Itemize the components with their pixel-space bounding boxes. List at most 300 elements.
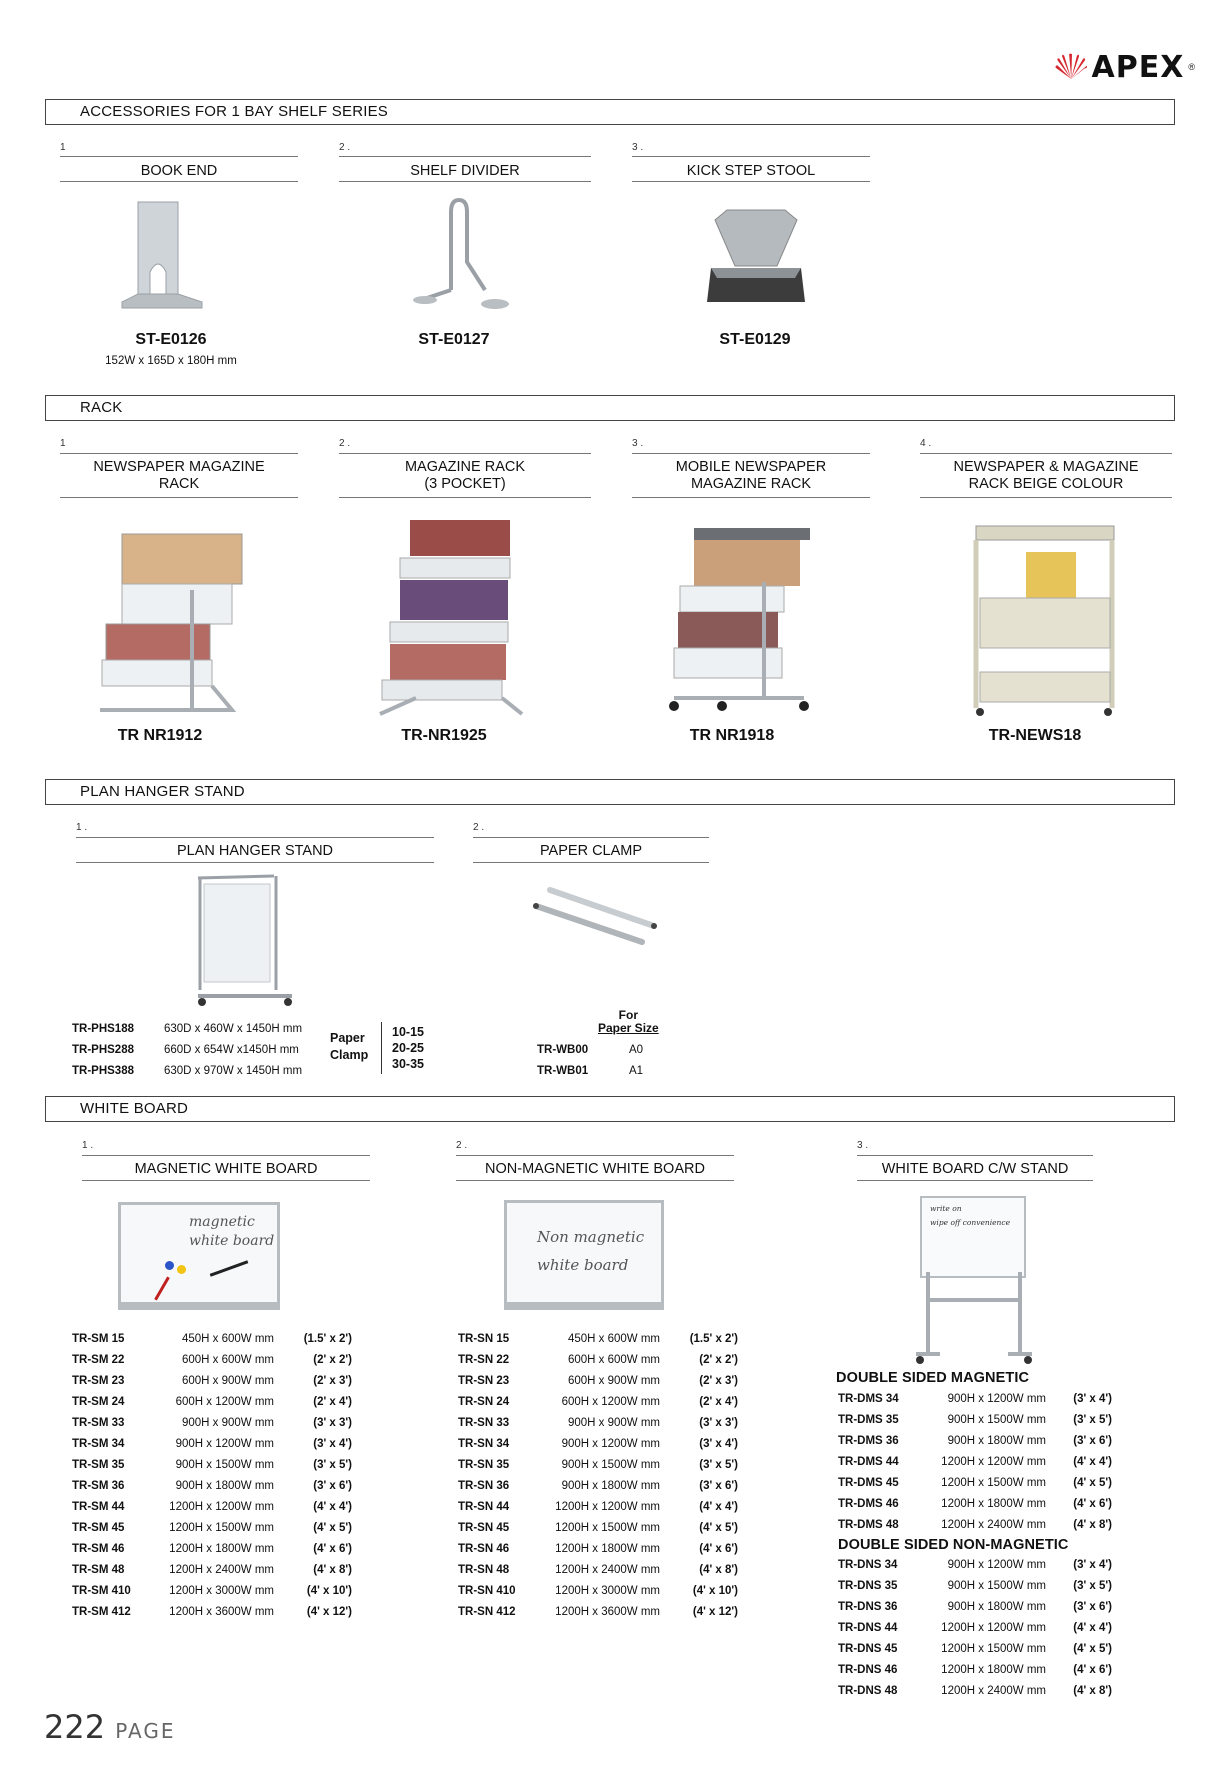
spec-code: TR-SM 22 (72, 1354, 125, 1366)
spec-code: TR-WB01 (537, 1065, 589, 1077)
title-line: MOBILE NEWSPAPER (675, 459, 827, 475)
item-number: 2 . (339, 142, 351, 153)
rule (632, 453, 870, 454)
table-row (838, 1516, 1112, 1535)
rule (60, 453, 298, 454)
brand-logo (1055, 45, 1195, 89)
product-code: TR-NEWS18 (988, 727, 1082, 744)
spec-dims: 1200H x 3000W mm (169, 1585, 274, 1597)
table-row (838, 1390, 1112, 1409)
spec-feet: (4' x 5') (699, 1522, 738, 1534)
spec-dims: 1200H x 1200W mm (941, 1456, 1046, 1468)
spec-feet: (4' x 6') (1073, 1498, 1112, 1510)
double-non-magnetic-heading: DOUBLE SIDED NON-MAGNETIC (838, 1537, 1069, 1553)
spec-feet: (3' x 5') (1073, 1414, 1112, 1426)
spec-feet: (3' x 5') (313, 1459, 352, 1471)
double-magnetic-spec-table (836, 1388, 1114, 1537)
double-non-magnetic-spec-body (838, 1556, 1112, 1701)
kick-step-stool-image (705, 206, 807, 318)
spec-dims: 600H x 600W mm (181, 1354, 274, 1366)
spec-feet: (4' x 12') (306, 1606, 352, 1618)
spec-size: A0 (629, 1044, 644, 1056)
spec-code: TR-SM 412 (72, 1606, 131, 1618)
table-row (72, 1582, 352, 1601)
spec-feet: (4' x 6') (313, 1543, 352, 1555)
spec-feet: (4' x 4') (313, 1501, 352, 1513)
spec-dims: 450H x 600W mm (181, 1333, 274, 1345)
spec-code: TR-SM 45 (72, 1522, 125, 1534)
spec-feet: (4' x 6') (699, 1543, 738, 1555)
page-number (44, 1708, 176, 1746)
magnet-icon (177, 1265, 186, 1274)
item-number: 1 (60, 438, 66, 449)
rule (632, 156, 870, 157)
table-row (72, 1041, 302, 1060)
spec-dims: 1200H x 3600W mm (555, 1606, 660, 1618)
table-row (838, 1598, 1112, 1617)
spec-code: TR-SM 48 (72, 1564, 125, 1576)
mobile-newspaper-rack-image (664, 522, 824, 714)
spec-dims: 600H x 600W mm (567, 1354, 660, 1366)
rule (339, 156, 591, 157)
spec-feet: (4' x 8') (1073, 1519, 1112, 1531)
spec-feet: (3' x 6') (313, 1480, 352, 1492)
spec-feet: (1.5' x 2') (303, 1333, 352, 1345)
spec-dims: 1200H x 3000W mm (555, 1585, 660, 1597)
spec-feet: (4' x 8') (313, 1564, 352, 1576)
paper-clamp-spec-table (535, 1039, 645, 1083)
title-line: MAGAZINE RACK (690, 476, 812, 492)
product-title-beige-rack (920, 459, 1172, 493)
item-number: 1 . (76, 822, 88, 833)
spec-dims: 900H x 1500W mm (561, 1459, 660, 1471)
table-row (838, 1495, 1112, 1514)
spec-code: TR-SN 45 (458, 1522, 510, 1534)
table-row (458, 1456, 738, 1475)
board-text-line: wipe off convenience (930, 1218, 1011, 1227)
rule (60, 181, 298, 182)
product-title-mobile-newspaper-rack (632, 459, 870, 493)
board-tray (121, 1302, 277, 1307)
spec-dims: 900H x 1200W mm (947, 1559, 1046, 1571)
table-row (72, 1540, 352, 1559)
rule (339, 181, 591, 182)
spec-dims: 600H x 1200W mm (561, 1396, 660, 1408)
spec-dims: 900H x 900W mm (181, 1417, 274, 1429)
non-magnetic-spec-table (456, 1328, 740, 1624)
spec-dims: 450H x 600W mm (567, 1333, 660, 1345)
spec-code: TR-SM 23 (72, 1375, 125, 1387)
spec-feet: (4' x 4') (699, 1501, 738, 1513)
title-line: NEWSPAPER & MAGAZINE (953, 459, 1139, 475)
spec-dims: 630D x 460W x 1450H mm (164, 1023, 303, 1035)
rule (632, 181, 870, 182)
item-number: 2 . (456, 1140, 468, 1151)
rule (82, 1155, 370, 1156)
table-row (458, 1561, 738, 1580)
beige-rack-image (966, 522, 1122, 718)
spec-code: TR-SN 22 (458, 1354, 510, 1366)
spec-dims: 1200H x 2400W mm (941, 1519, 1046, 1531)
spec-feet: (3' x 6') (699, 1480, 738, 1492)
non-magnetic-spec-body (458, 1330, 738, 1622)
table-row (72, 1519, 352, 1538)
rule (473, 837, 709, 838)
title-line: RACK BEIGE COLOUR (968, 476, 1124, 492)
spec-feet: (3' x 5') (699, 1459, 738, 1471)
spec-feet: (2' x 4') (313, 1396, 352, 1408)
product-title-magazine-rack (339, 459, 591, 493)
marker-icon (210, 1260, 249, 1277)
spec-feet: (4' x 4') (1073, 1456, 1112, 1468)
table-row (72, 1393, 352, 1412)
spec-dims: 600H x 1200W mm (175, 1396, 274, 1408)
rule (920, 497, 1172, 498)
paper-clamp-image (532, 886, 658, 962)
label-line: Paper (330, 1031, 365, 1045)
non-magnetic-board-image (504, 1200, 664, 1310)
newspaper-rack-image (92, 530, 262, 720)
spec-code: TR-DMS 35 (838, 1414, 899, 1426)
spec-code: TR-SM 46 (72, 1543, 125, 1555)
spec-code: TR-DNS 36 (838, 1601, 898, 1613)
section-rack-header: RACK (45, 395, 1175, 421)
table-row (458, 1351, 738, 1370)
spec-feet: (2' x 4') (699, 1396, 738, 1408)
spec-dims: 1200H x 1800W mm (941, 1498, 1046, 1510)
spec-feet: (3' x 3') (313, 1417, 352, 1429)
spec-code: TR-DMS 45 (838, 1477, 899, 1489)
spec-dims: 1200H x 2400W mm (169, 1564, 274, 1576)
paper-size-header (598, 1009, 659, 1035)
spec-code: TR-SM 35 (72, 1459, 125, 1471)
spec-code: TR-DNS 44 (838, 1622, 898, 1634)
product-dims: 152W x 165D x 180H mm (105, 355, 237, 367)
title-line: MAGAZINE RACK (404, 459, 526, 475)
spec-feet: (3' x 3') (699, 1417, 738, 1429)
spec-feet: (3' x 6') (1073, 1601, 1112, 1613)
rule (473, 862, 709, 863)
spec-dims: 1200H x 3600W mm (169, 1606, 274, 1618)
clamp-count: 30-35 (392, 1057, 424, 1071)
title-line: NEWSPAPER MAGAZINE (93, 459, 265, 475)
page-word: PAGE (115, 1719, 176, 1743)
header-line: Paper Size (598, 1021, 659, 1035)
rule (339, 453, 591, 454)
spec-code: TR-PHS388 (72, 1065, 134, 1077)
spec-feet: (4' x 5') (1073, 1477, 1112, 1489)
table-row (72, 1372, 352, 1391)
table-row (458, 1498, 738, 1517)
spec-feet: (4' x 8') (699, 1564, 738, 1576)
table-row (72, 1062, 302, 1081)
spec-dims: 600H x 900W mm (567, 1375, 660, 1387)
table-row (458, 1582, 738, 1601)
registered-mark: ® (1188, 62, 1195, 72)
table-row (838, 1432, 1112, 1451)
table-row (458, 1519, 738, 1538)
table-row (458, 1477, 738, 1496)
item-number: 3 . (632, 438, 644, 449)
spec-feet: (4' x 4') (1073, 1622, 1112, 1634)
spec-dims: 900H x 1500W mm (947, 1414, 1046, 1426)
spec-code: TR-DNS 46 (838, 1664, 898, 1676)
rule (76, 837, 434, 838)
spec-code: TR-SN 15 (458, 1333, 510, 1345)
rule (60, 497, 298, 498)
section-plan-hanger-header: PLAN HANGER STAND (45, 779, 1175, 805)
spec-feet: (2' x 2') (699, 1354, 738, 1366)
spec-dims: 1200H x 2400W mm (555, 1564, 660, 1576)
spec-dims: 600H x 900W mm (181, 1375, 274, 1387)
table-row (72, 1561, 352, 1580)
spec-dims: 900H x 1500W mm (175, 1459, 274, 1471)
spec-code: TR-DMS 44 (838, 1456, 899, 1468)
plan-hanger-spec-table (70, 1018, 304, 1083)
item-number: 4 . (920, 438, 932, 449)
table-row (537, 1041, 643, 1060)
rule (82, 1180, 370, 1181)
spec-dims: 1200H x 1500W mm (941, 1477, 1046, 1489)
shelf-divider-image (405, 198, 515, 316)
rule (60, 156, 298, 157)
table-row (838, 1577, 1112, 1596)
table-row (72, 1603, 352, 1622)
double-magnetic-spec-body (838, 1390, 1112, 1535)
table-row (537, 1062, 643, 1081)
rule (456, 1155, 734, 1156)
table-row (458, 1393, 738, 1412)
spec-dims: 660D x 654W x1450H mm (164, 1044, 299, 1056)
spec-dims: 1200H x 1200W mm (941, 1622, 1046, 1634)
board-handwriting (189, 1213, 274, 1251)
magazine-rack-image (376, 518, 526, 718)
double-non-magnetic-spec-table (836, 1554, 1114, 1703)
spec-code: TR-SN 34 (458, 1438, 510, 1450)
book-end-image (118, 198, 204, 314)
board-handwriting (537, 1223, 644, 1279)
spec-dims: 1200H x 1200W mm (169, 1501, 274, 1513)
spec-code: TR-SM 36 (72, 1480, 125, 1492)
spec-code: TR-SN 36 (458, 1480, 510, 1492)
spec-dims: 1200H x 1200W mm (555, 1501, 660, 1513)
spec-code: TR-SN 23 (458, 1375, 510, 1387)
rule (920, 453, 1172, 454)
spec-code: TR-DMS 46 (838, 1498, 899, 1510)
spec-code: TR-SM 33 (72, 1417, 125, 1429)
item-number: 2 . (339, 438, 351, 449)
rule (76, 862, 434, 863)
rule (339, 497, 591, 498)
rule (632, 497, 870, 498)
spec-feet: (1.5' x 2') (689, 1333, 738, 1345)
title-line: RACK (158, 476, 200, 492)
product-title-book-end: BOOK END (140, 163, 218, 179)
spec-code: TR-DNS 35 (838, 1580, 898, 1592)
spec-code: TR-SN 410 (458, 1585, 516, 1597)
clamp-counts (392, 1024, 424, 1072)
spec-dims: 1200H x 1800W mm (941, 1664, 1046, 1676)
spec-code: TR-PHS288 (72, 1044, 134, 1056)
table-row (72, 1477, 352, 1496)
product-title-non-magnetic-white-board: NON-MAGNETIC WHITE BOARD (485, 1161, 705, 1177)
paper-clamp-label (330, 1030, 368, 1064)
spec-code: TR-SN 44 (458, 1501, 510, 1513)
product-title-newspaper-magazine-rack (60, 459, 298, 493)
product-code: ST-E0126 (135, 331, 207, 348)
double-magnetic-heading: DOUBLE SIDED MAGNETIC (836, 1370, 1030, 1386)
spec-dims: 1200H x 1500W mm (169, 1522, 274, 1534)
rule (456, 1180, 734, 1181)
board-stand-frame-image (916, 1270, 1032, 1366)
table-row (838, 1474, 1112, 1493)
spec-size: A1 (629, 1065, 644, 1077)
product-code: TR NR1912 (117, 727, 203, 744)
spec-feet: (4' x 5') (1073, 1643, 1112, 1655)
section-white-board-header: WHITE BOARD (45, 1096, 1175, 1122)
magnetic-spec-body (72, 1330, 352, 1622)
spec-code: TR-SM 15 (72, 1333, 125, 1345)
clamp-count: 20-25 (392, 1041, 424, 1055)
spec-feet: (3' x 6') (1073, 1435, 1112, 1447)
spec-code: TR-SM 34 (72, 1438, 125, 1450)
spec-code: TR-SM 410 (72, 1585, 131, 1597)
title-line: (3 POCKET) (424, 476, 506, 492)
item-number: 3 . (632, 142, 644, 153)
divider (381, 1022, 382, 1074)
table-row (72, 1414, 352, 1433)
plan-hanger-stand-image (196, 872, 300, 1010)
spec-feet: (4' x 12') (692, 1606, 738, 1618)
stand-board-image (920, 1196, 1026, 1278)
page-number-value: 222 (44, 1708, 106, 1746)
table-row (72, 1330, 352, 1349)
table-row (72, 1498, 352, 1517)
spec-feet: (2' x 2') (313, 1354, 352, 1366)
spec-code: TR-SN 412 (458, 1606, 516, 1618)
spec-feet: (3' x 5') (1073, 1580, 1112, 1592)
spec-dims: 1200H x 1500W mm (941, 1643, 1046, 1655)
spec-dims: 900H x 1200W mm (561, 1438, 660, 1450)
item-number: 1 . (82, 1140, 94, 1151)
table-row (838, 1661, 1112, 1680)
board-text-line: Non magnetic (537, 1228, 645, 1246)
spec-dims: 900H x 1800W mm (561, 1480, 660, 1492)
spec-code: TR-SM 44 (72, 1501, 125, 1513)
product-title-kick-step-stool: KICK STEP STOOL (686, 163, 816, 179)
section-accessories-header: ACCESSORIES FOR 1 BAY SHELF SERIES (45, 99, 1175, 125)
table-row (72, 1435, 352, 1454)
spec-dims: 900H x 1800W mm (947, 1601, 1046, 1613)
table-row (458, 1414, 738, 1433)
spec-code: TR-DMS 36 (838, 1435, 899, 1447)
spec-code: TR-SM 24 (72, 1396, 125, 1408)
spec-code: TR-WB00 (537, 1044, 589, 1056)
spec-dims: 900H x 1800W mm (947, 1435, 1046, 1447)
table-row (458, 1435, 738, 1454)
peacock-logo-icon (1055, 48, 1088, 86)
table-row (838, 1640, 1112, 1659)
spec-feet: (4' x 5') (313, 1522, 352, 1534)
magnetic-board-image (118, 1202, 280, 1310)
spec-feet: (3' x 4') (313, 1438, 352, 1450)
spec-code: TR-SN 33 (458, 1417, 510, 1429)
board-text-line: write on (930, 1204, 962, 1213)
spec-dims: 630D x 970W x 1450H mm (164, 1065, 303, 1077)
spec-dims: 900H x 1500W mm (947, 1580, 1046, 1592)
item-number: 3 . (857, 1140, 869, 1151)
spec-code: TR-DNS 45 (838, 1643, 898, 1655)
product-code: ST-E0129 (719, 331, 791, 348)
spec-dims: 1200H x 2400W mm (941, 1685, 1046, 1697)
product-code: TR NR1918 (689, 727, 775, 744)
magnet-icon (165, 1261, 174, 1270)
spec-feet: (4' x 10') (306, 1585, 352, 1597)
board-tray (507, 1302, 661, 1307)
product-title-paper-clamp: PAPER CLAMP (539, 843, 643, 859)
spec-dims: 1200H x 1800W mm (169, 1543, 274, 1555)
brand-name: APEX (1091, 49, 1185, 85)
spec-code: TR-DNS 34 (838, 1559, 898, 1571)
clamp-count: 10-15 (392, 1025, 424, 1039)
table-row (458, 1540, 738, 1559)
spec-feet: (4' x 6') (1073, 1664, 1112, 1676)
table-row (838, 1619, 1112, 1638)
table-row (458, 1372, 738, 1391)
spec-feet: (4' x 8') (1073, 1685, 1112, 1697)
product-code: TR-NR1925 (401, 727, 487, 744)
spec-feet: (3' x 4') (1073, 1559, 1112, 1571)
product-title-magnetic-white-board: MAGNETIC WHITE BOARD (134, 1161, 318, 1177)
spec-code: TR-DMS 48 (838, 1519, 899, 1531)
spec-code: TR-SN 35 (458, 1459, 510, 1471)
spec-code: TR-PHS188 (72, 1023, 134, 1035)
spec-feet: (3' x 4') (699, 1438, 738, 1450)
spec-code: TR-DNS 48 (838, 1685, 898, 1697)
spec-code: TR-DMS 34 (838, 1393, 899, 1405)
header-line: For (618, 1008, 639, 1022)
spec-code: TR-SN 48 (458, 1564, 510, 1576)
board-text-line: white board (537, 1256, 629, 1274)
table-row (838, 1556, 1112, 1575)
rule (857, 1155, 1093, 1156)
product-code: ST-E0127 (418, 331, 490, 348)
table-row (458, 1330, 738, 1349)
product-title-shelf-divider: SHELF DIVIDER (410, 163, 520, 179)
spec-code: TR-SN 46 (458, 1543, 510, 1555)
table-row (72, 1456, 352, 1475)
product-title-plan-hanger-stand: PLAN HANGER STAND (176, 843, 334, 859)
spec-feet: (3' x 4') (1073, 1393, 1112, 1405)
spec-feet: (2' x 3') (699, 1375, 738, 1387)
table-row (72, 1020, 302, 1039)
spec-dims: 900H x 900W mm (567, 1417, 660, 1429)
item-number: 2 . (473, 822, 485, 833)
label-line: Clamp (330, 1048, 369, 1062)
table-row (838, 1453, 1112, 1472)
magnetic-spec-table (70, 1328, 354, 1624)
table-row (72, 1351, 352, 1370)
board-text-line: magnetic (189, 1214, 255, 1230)
rule (857, 1180, 1093, 1181)
marker-icon (154, 1276, 170, 1300)
table-row (458, 1603, 738, 1622)
product-title-white-board-stand: WHITE BOARD C/W STAND (881, 1161, 1069, 1177)
table-row (838, 1411, 1112, 1430)
item-number: 1 (60, 142, 66, 153)
spec-feet: (2' x 3') (313, 1375, 352, 1387)
spec-dims: 1200H x 1500W mm (555, 1522, 660, 1534)
